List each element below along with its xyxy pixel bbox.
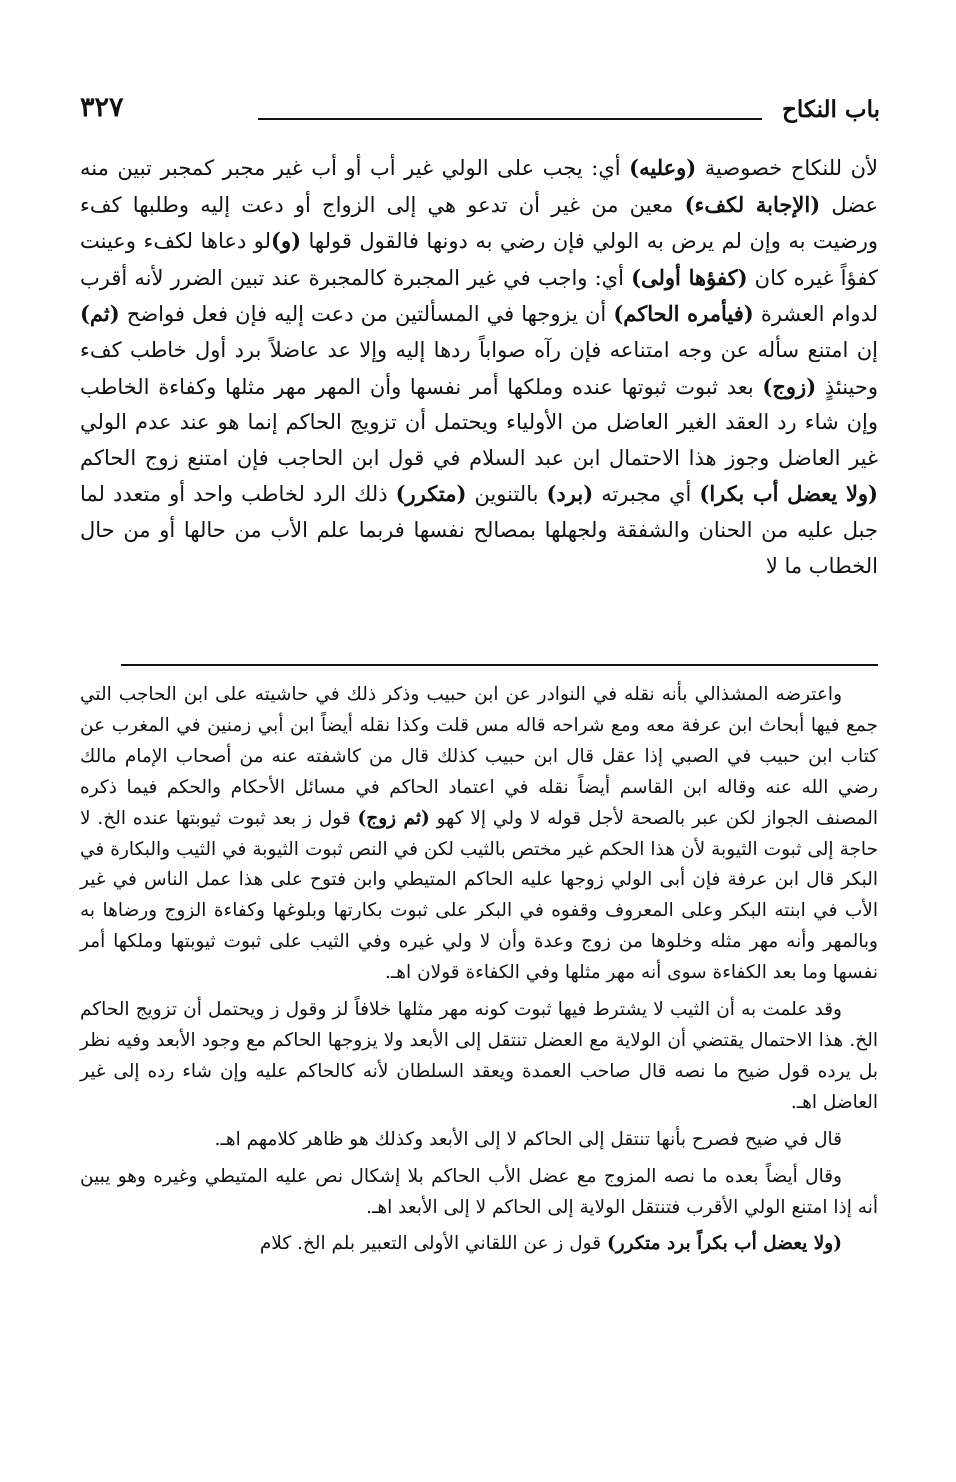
- main-paragraph: [80, 150, 878, 584]
- bold-term: (و): [271, 228, 302, 254]
- bold-term: (ثم): [80, 301, 120, 327]
- text-run: إن امتنع سأله عن وجه امتناعه فإن رآه صواباً ردها إليه وإلا عد عاضلاً برد أول خاطب كفء وحينئذٍ: [80, 337, 878, 399]
- bold-term: (الإجابة لكفء): [684, 191, 821, 217]
- commentary-paragraph: [80, 1229, 878, 1260]
- text-run: قول ز عن اللقاني الأولى التعبير بلم الخ. كلام: [259, 1233, 607, 1255]
- bold-term: (فيأمره الحاكم): [613, 301, 754, 327]
- text-run: لأن للنكاح خصوصية: [696, 156, 878, 180]
- text-run: أي: يجب على الولي غير أب أو أب غير مجبر كمجبر تبين منه عضل: [80, 156, 879, 217]
- header-rule: [258, 118, 762, 120]
- main-text: [80, 150, 878, 584]
- text-run: أي: واجب في غير المجبرة كالمجبرة عند تبين الضرر لأنه أقرب لدوام العشرة: [80, 265, 878, 327]
- text-run: معين من غير أن تدعو هي إلى الزواج أو دعت إليه وطلبها كفء ورضيت به وإن لم يرض به الولي فإن رضي به دونها فالقول قولها: [80, 192, 878, 254]
- bold-term: (كفؤها أولى): [631, 264, 748, 290]
- text-run: لو دعاها لكفء وعينت كفؤاً غيره كان: [80, 229, 878, 290]
- bold-term: (ولا يعضل أب بكرا): [699, 481, 878, 507]
- commentary-paragraph: وقال أيضاً بعده ما نصه المزوج مع عضل الأب الحاكم بلا إشكال نص عليه المتيطي وغيره وهو يبين أنه إذا امتنع الولي الأقرب فتنتقل الولاية إلى الحاكم لا إلى الأبعد اهـ.: [80, 1165, 878, 1218]
- text-run: واعترضه المشذالي بأنه نقله في النوادر عن ابن حبيب وذكر ذلك في حاشيته على ابن الحاجب التي جمع فيها أبحاث ابن عرفة معه ومع شراحه قاله مس قلت وكذا نقله أيضاً ابن أبي زمنين في المغرب عن كتاب ابن حبيب في الصبي إذا عقل قال ابن حبيب كذلك قال من كاشفته عنه من أصحاب الإمام مالك رضي الله عنه وقاله ابن القاسم أيضاً نقله في اعتماد الحاكم في مسائل الأحكام والحكم فيما ذكره المصنف الجواز لكن عبر بالصحة لأجل قوله لا ولي إلا كهو: [80, 684, 878, 829]
- bold-term: (ثم زوج): [357, 807, 430, 829]
- bold-term: (زوج): [762, 373, 817, 399]
- text-run: أن يزوجها في المسألتين من دعت إليه فإن فعل فواضح: [119, 302, 614, 327]
- page-header: [80, 92, 880, 132]
- page-number: ٣٢٧: [80, 92, 124, 123]
- commentary-paragraph: وقد علمت به أن الثيب لا يشترط فيها ثبوت كونه مهر مثلها خلافاً لز وقول ز ويحتمل أن تزويج الحاكم الخ. هذا الاحتمال يقتضي أن الولاية مع العضل تنتقل إلى الأبعد ولا يزوجها الحاكم مع وجود الأبعد وفيه نظر بل يرده قول ضيح ما نصه قال صاحب العمدة ويعقد السلطان لأنه كالحاكم عليه وإن شاء رده إلى غير العاضل اهـ.: [80, 999, 878, 1113]
- chapter-title: باب النكاح: [782, 96, 880, 123]
- commentary-text: [80, 680, 878, 1266]
- bold-term: (متكرر): [395, 481, 467, 507]
- text-run: ذلك الرد لخاطب واحد أو متعدد لما جبل عليه من الحنان والشفقة ولجهلها بمصالح نفسها فربما علم الأب من حالها أو من حال الخطاب ما لا: [80, 482, 878, 578]
- footnote-separator: [121, 664, 878, 666]
- text-run: قول ز بعد ثبوت ثيوبتها عنده الخ. لا حاجة إلى ثبوت الثيوبة لأن هذا الحكم غير مختص بالثيب لكن في النص ثبوت الثيوبة في الثيب والبكارة في البكر قال ابن عرفة فإن أبى الولي زوجها عليه الحاكم المتيطي وابن فتوح على هذا عمل الناس في غير الأب في ابنته البكر وعلى المعروف وقفوه في البكر على ثبوت بكارتها وبلوغها وكفاءة الزوج ورضاها به وبالمهر وأنه مهر مثله وخلوها من زوج وعدة وأن لا ولي غيره وفي الثيب على ثبوت ثيوبتها وملكها أمر نفسها وما بعد الكفاءة سوى أنه مهر مثلها وفي الكفاءة قولان اهـ.: [80, 807, 878, 984]
- text-run: بعد ثبوت ثبوتها عنده وملكها أمر نفسها وأن المهر مهر مثلها وكفاءة الخاطب وإن شاء رد العقد الغير العاضل من الأولياء ويحتمل أن تزويج الحاكم إنما هو عند عدم الولي غير العاضل وجوز هذا الاحتمال ابن عبد السلام في قول ابن الحاجب فإن امتنع زوج الحاكم: [80, 374, 878, 470]
- bold-term: (ولا يعضل أب بكراً برد متكرر): [606, 1233, 842, 1255]
- text-run: أي مجبرته: [593, 482, 700, 507]
- bold-term: (وعليه): [629, 155, 697, 180]
- commentary-paragraph: قال في ضيح فصرح بأنها تنتقل إلى الحاكم لا إلى الأبعد وكذلك هو ظاهر كلامهم اهـ.: [214, 1128, 842, 1150]
- commentary-paragraph: [80, 680, 878, 989]
- text-run: بالتنوين: [466, 482, 547, 507]
- bold-term: (برد): [546, 481, 594, 507]
